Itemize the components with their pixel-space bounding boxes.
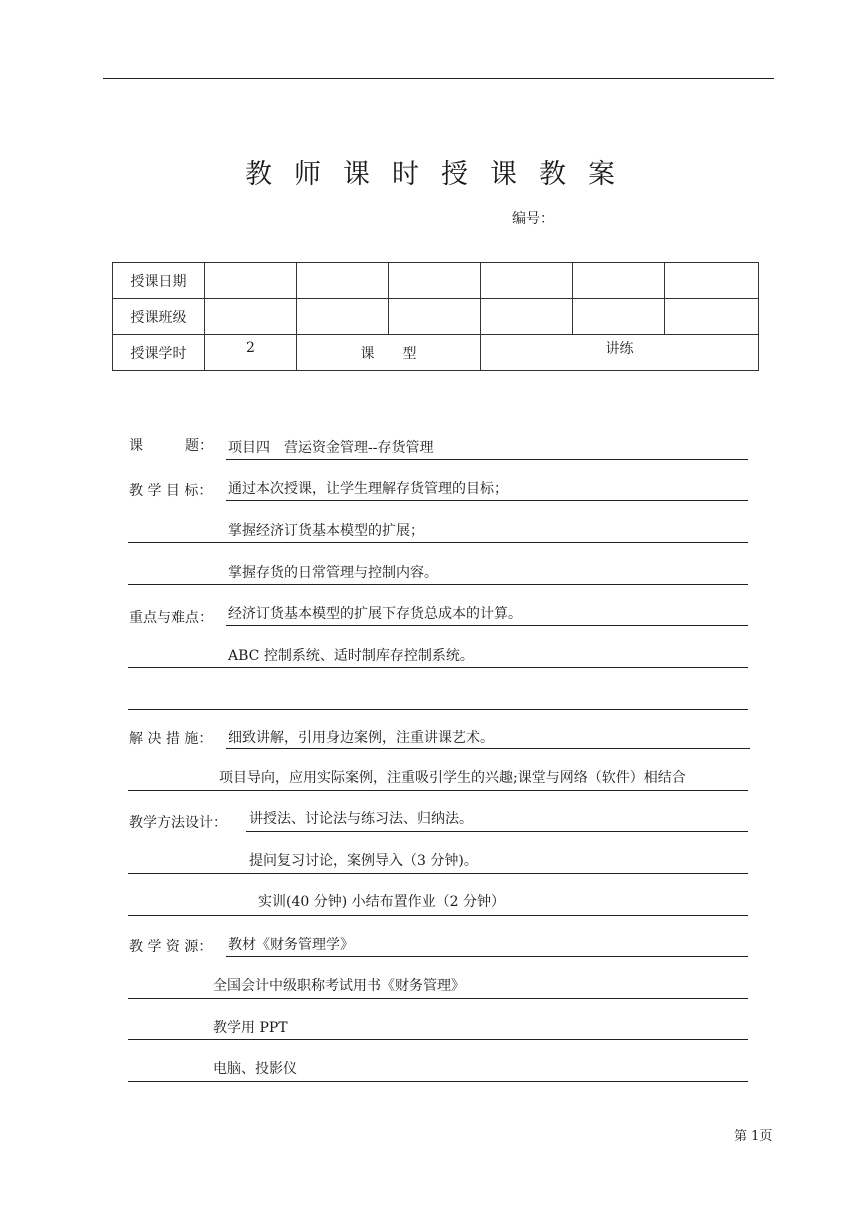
- measures-line: 细致讲解，引用身边案例，注重讲课艺术。: [228, 730, 494, 746]
- measures-label: 解 决 措 施：: [129, 731, 213, 747]
- underline: [128, 542, 748, 543]
- methods-line: 提问复习讨论，案例导入（3 分钟)。: [249, 853, 478, 869]
- schedule-table: [112, 262, 759, 371]
- underline: [226, 748, 750, 749]
- header-rule: [103, 78, 774, 79]
- type-label: 课 型: [297, 335, 481, 371]
- underline: [128, 1039, 748, 1040]
- underline: [128, 667, 748, 668]
- resources-label: 教 学 资 源：: [129, 939, 213, 955]
- page-number: 第 1页: [734, 1129, 773, 1144]
- objectives-line: 通过本次授课，让学生理解存货管理的目标；: [228, 481, 508, 497]
- topic-label: 课 题：: [129, 438, 213, 454]
- table-cell: [205, 299, 297, 335]
- type-value: 讲练: [605, 340, 634, 357]
- table-cell: [573, 263, 665, 299]
- underline: [128, 873, 748, 874]
- underline: [226, 956, 748, 957]
- underline: [128, 998, 748, 999]
- table-cell: [297, 263, 389, 299]
- hours-value-cell: [205, 335, 297, 371]
- class-label: 授课班级: [113, 299, 205, 335]
- underline: [226, 500, 748, 501]
- objectives-line: 掌握存货的日常管理与控制内容。: [228, 565, 438, 581]
- table-cell: [389, 263, 481, 299]
- underline: [226, 459, 748, 460]
- resources-line: 教学用 PPT: [213, 1020, 288, 1036]
- hours-value: 2: [246, 339, 255, 356]
- objectives-line: 掌握经济订货基本模型的扩展；: [228, 523, 424, 539]
- underline: [246, 831, 748, 832]
- table-row: [113, 299, 759, 335]
- measures-line: 项目导向，应用实际案例，注重吸引学生的兴趣;课堂与网络（软件）相结合: [219, 770, 686, 786]
- methods-line: 讲授法、讨论法与练习法、归纳法。: [249, 811, 473, 827]
- table-cell: [481, 299, 573, 335]
- key-points-line: ABC 控制系统、适时制库存控制系统。: [228, 648, 474, 664]
- page-title: 教师课时授课教案: [245, 159, 637, 190]
- underline: [128, 709, 748, 710]
- underline: [128, 915, 748, 916]
- resources-line: 教材《财务管理学》: [228, 937, 354, 953]
- table-row: [113, 263, 759, 299]
- resources-line: 电脑、投影仪: [213, 1061, 297, 1077]
- underline: [128, 584, 748, 585]
- topic-line: 项目四 营运资金管理--存货管理: [228, 440, 434, 456]
- methods-label: 教学方法设计：: [129, 815, 227, 831]
- table-cell: [297, 299, 389, 335]
- table-cell: [205, 263, 297, 299]
- table-cell: [665, 263, 759, 299]
- table-cell: [481, 263, 573, 299]
- table-cell: [389, 299, 481, 335]
- type-value-cell: [481, 335, 759, 371]
- code-label: 编号：: [512, 211, 554, 227]
- table-row: [113, 335, 759, 371]
- methods-line: 实训(40 分钟) 小结布置作业（2 分钟）: [258, 894, 505, 910]
- objectives-label: 教 学 目 标：: [129, 483, 213, 499]
- key-points-line: 经济订货基本模型的扩展下存货总成本的计算。: [228, 606, 522, 622]
- underline: [128, 790, 748, 791]
- table-cell: [573, 299, 665, 335]
- resources-line: 全国会计中级职称考试用书《财务管理》: [213, 978, 465, 994]
- table-cell: [665, 299, 759, 335]
- underline: [226, 625, 748, 626]
- underline: [128, 1081, 748, 1082]
- key-points-label: 重点与难点：: [129, 610, 213, 626]
- hours-label: 授课学时: [113, 335, 205, 371]
- date-label: 授课日期: [113, 263, 205, 299]
